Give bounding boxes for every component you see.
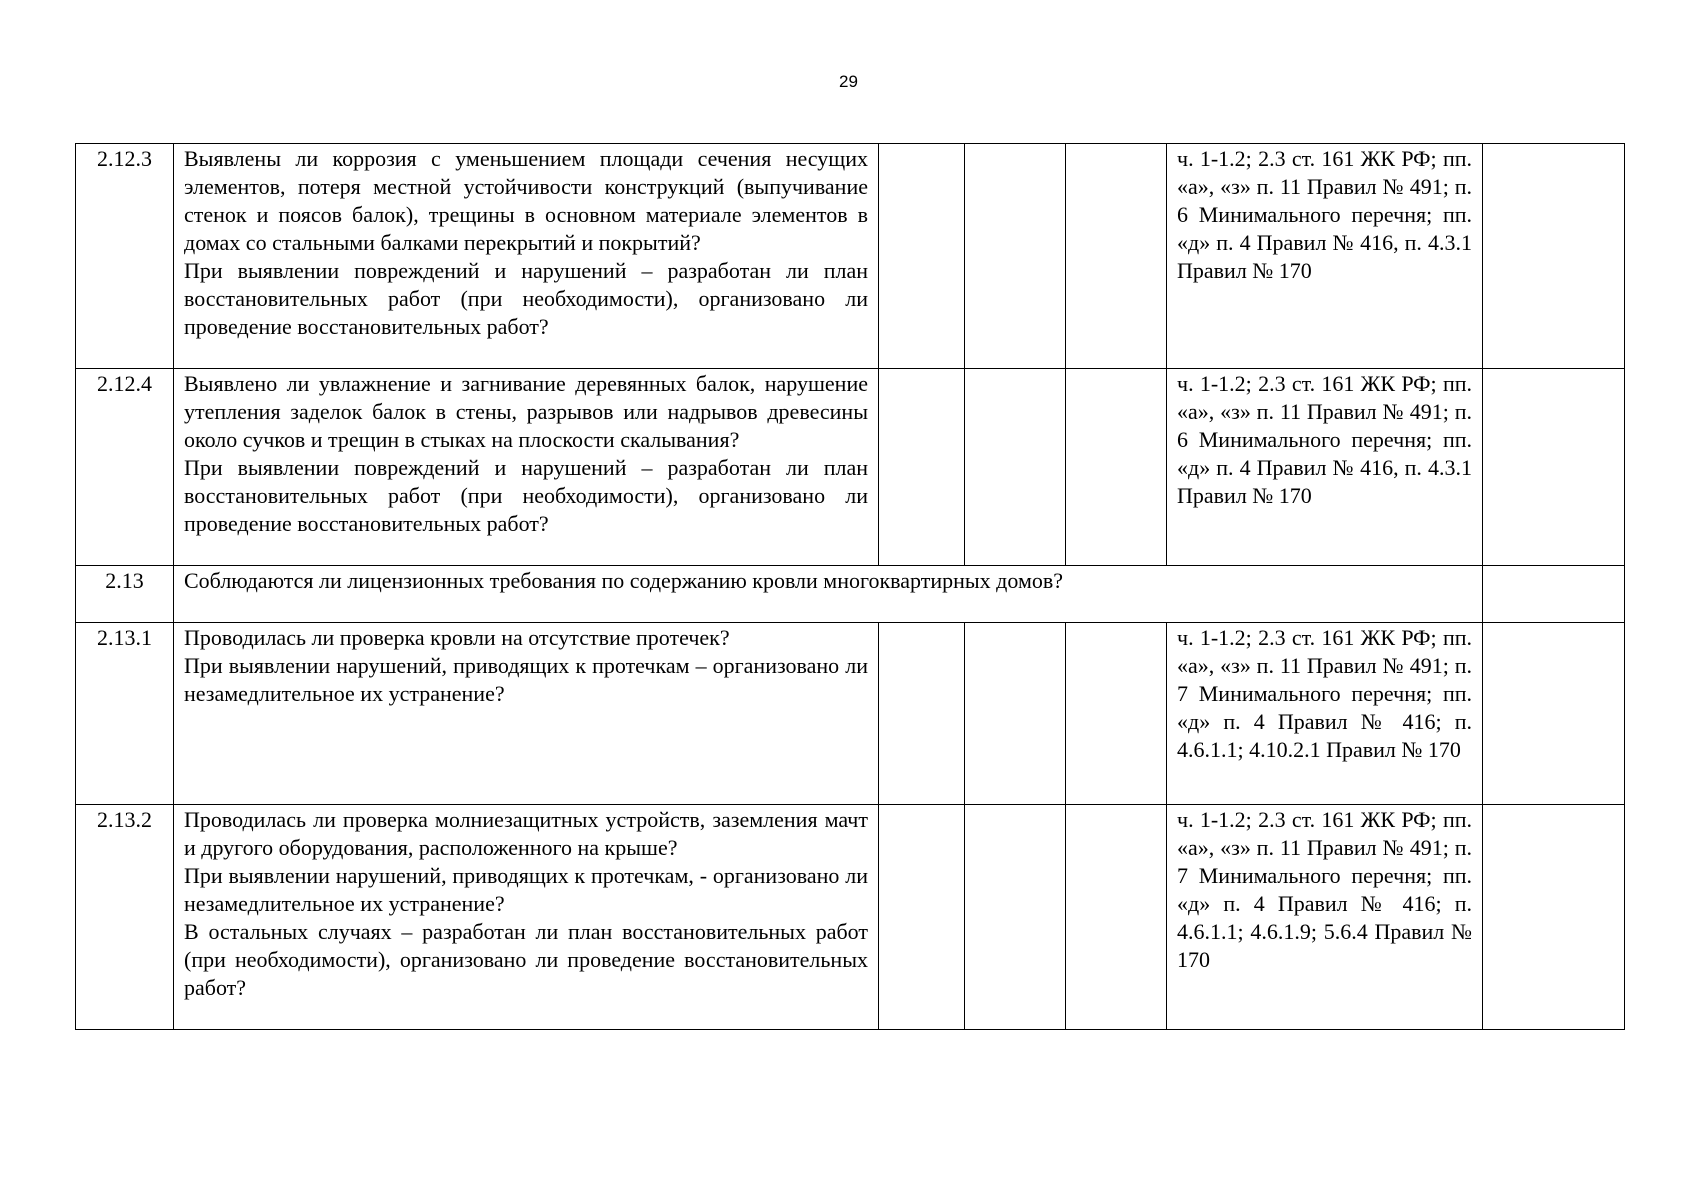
question-text: При выявлении нарушений, приводящих к протечкам – организовано ли незамедлительное их устранение?	[184, 653, 868, 706]
checklist-table	[75, 143, 1625, 1030]
table-row	[76, 369, 1625, 566]
page-number: 29	[839, 72, 858, 91]
row-number: 2.13.1	[76, 623, 174, 805]
row-number: 2.12.4	[76, 369, 174, 566]
table-row	[76, 144, 1625, 369]
question-cell	[174, 805, 879, 1030]
answer-cell-na[interactable]	[1066, 805, 1167, 1030]
table-row	[76, 623, 1625, 805]
answer-cell-no[interactable]	[965, 805, 1066, 1030]
answer-cell-yes[interactable]	[879, 144, 965, 369]
notes-cell[interactable]	[1483, 369, 1625, 566]
legal-reference: ч. 1-1.2; 2.3 ст. 161 ЖК РФ; пп. «а», «з» п. 11 Правил № 491; п. 7 Минимального перечня; пп. «д» п. 4 Правил № 416; п. 4.6.1.1; 4.10.2.1 Правил № 170	[1167, 623, 1483, 805]
legal-reference: ч. 1-1.2; 2.3 ст. 161 ЖК РФ; пп. «а», «з» п. 11 Правил № 491; п. 6 Минимального перечня; пп. «д» п. 4 Правил № 416, п. 4.3.1 Правил № 170	[1167, 369, 1483, 566]
section-heading: Соблюдаются ли лицензионных требования по содержанию кровли многоквартирных домов?	[174, 566, 1483, 623]
answer-cell-no[interactable]	[965, 369, 1066, 566]
answer-cell-yes[interactable]	[879, 805, 965, 1030]
question-text: При выявлении повреждений и нарушений – разработан ли план восстановительных работ (при необходимости), организовано ли проведение восстановительных работ?	[184, 258, 868, 339]
notes-cell[interactable]	[1483, 144, 1625, 369]
question-cell	[174, 369, 879, 566]
row-number: 2.13.2	[76, 805, 174, 1030]
answer-cell-na[interactable]	[1066, 144, 1167, 369]
legal-reference: ч. 1-1.2; 2.3 ст. 161 ЖК РФ; пп. «а», «з» п. 11 Правил № 491; п. 6 Минимального перечня; пп. «д» п. 4 Правил № 416, п. 4.3.1 Правил № 170	[1167, 144, 1483, 369]
question-text: Проводилась ли проверка кровли на отсутствие протечек?	[184, 625, 730, 650]
question-text: Проводилась ли проверка молниезащитных устройств, заземления мачт и другого оборудования, расположенного на крыше?	[184, 807, 868, 860]
section-heading-row	[76, 566, 1625, 623]
question-cell	[174, 623, 879, 805]
row-number: 2.13	[76, 566, 174, 623]
answer-cell-yes[interactable]	[879, 623, 965, 805]
answer-cell-no[interactable]	[965, 623, 1066, 805]
notes-cell[interactable]	[1483, 805, 1625, 1030]
answer-cell-no[interactable]	[965, 144, 1066, 369]
answer-cell-yes[interactable]	[879, 369, 965, 566]
question-text: В остальных случаях – разработан ли план восстановительных работ (при необходимости), организовано ли проведение восстановительных работ?	[184, 919, 868, 1000]
notes-cell[interactable]	[1483, 566, 1625, 623]
table-row	[76, 805, 1625, 1030]
answer-cell-na[interactable]	[1066, 369, 1167, 566]
question-text: Выявлены ли коррозия с уменьшением площади сечения несущих элементов, потеря местной устойчивости конструкций (выпучивание стенок и поясов балок), трещины в основном материале элементов в домах со стальными балками перекрытий и покрытий?	[184, 146, 868, 255]
row-number: 2.12.3	[76, 144, 174, 369]
notes-cell[interactable]	[1483, 623, 1625, 805]
answer-cell-na[interactable]	[1066, 623, 1167, 805]
question-text: Выявлено ли увлажнение и загнивание деревянных балок, нарушение утепления заделок балок в стены, разрывов или надрывов древесины около сучков и трещин в стыках на плоскости скалывания?	[184, 371, 868, 452]
question-text: При выявлении повреждений и нарушений – разработан ли план восстановительных работ (при необходимости), организовано ли проведение восстановительных работ?	[184, 455, 868, 536]
question-cell	[174, 144, 879, 369]
legal-reference: ч. 1-1.2; 2.3 ст. 161 ЖК РФ; пп. «а», «з» п. 11 Правил № 491; п. 7 Минимального перечня; пп. «д» п. 4 Правил № 416; п. 4.6.1.1; 4.6.1.9; 5.6.4 Правил № 170	[1167, 805, 1483, 1030]
question-text: При выявлении нарушений, приводящих к протечкам, - организовано ли незамедлительное их устранение?	[184, 863, 868, 916]
